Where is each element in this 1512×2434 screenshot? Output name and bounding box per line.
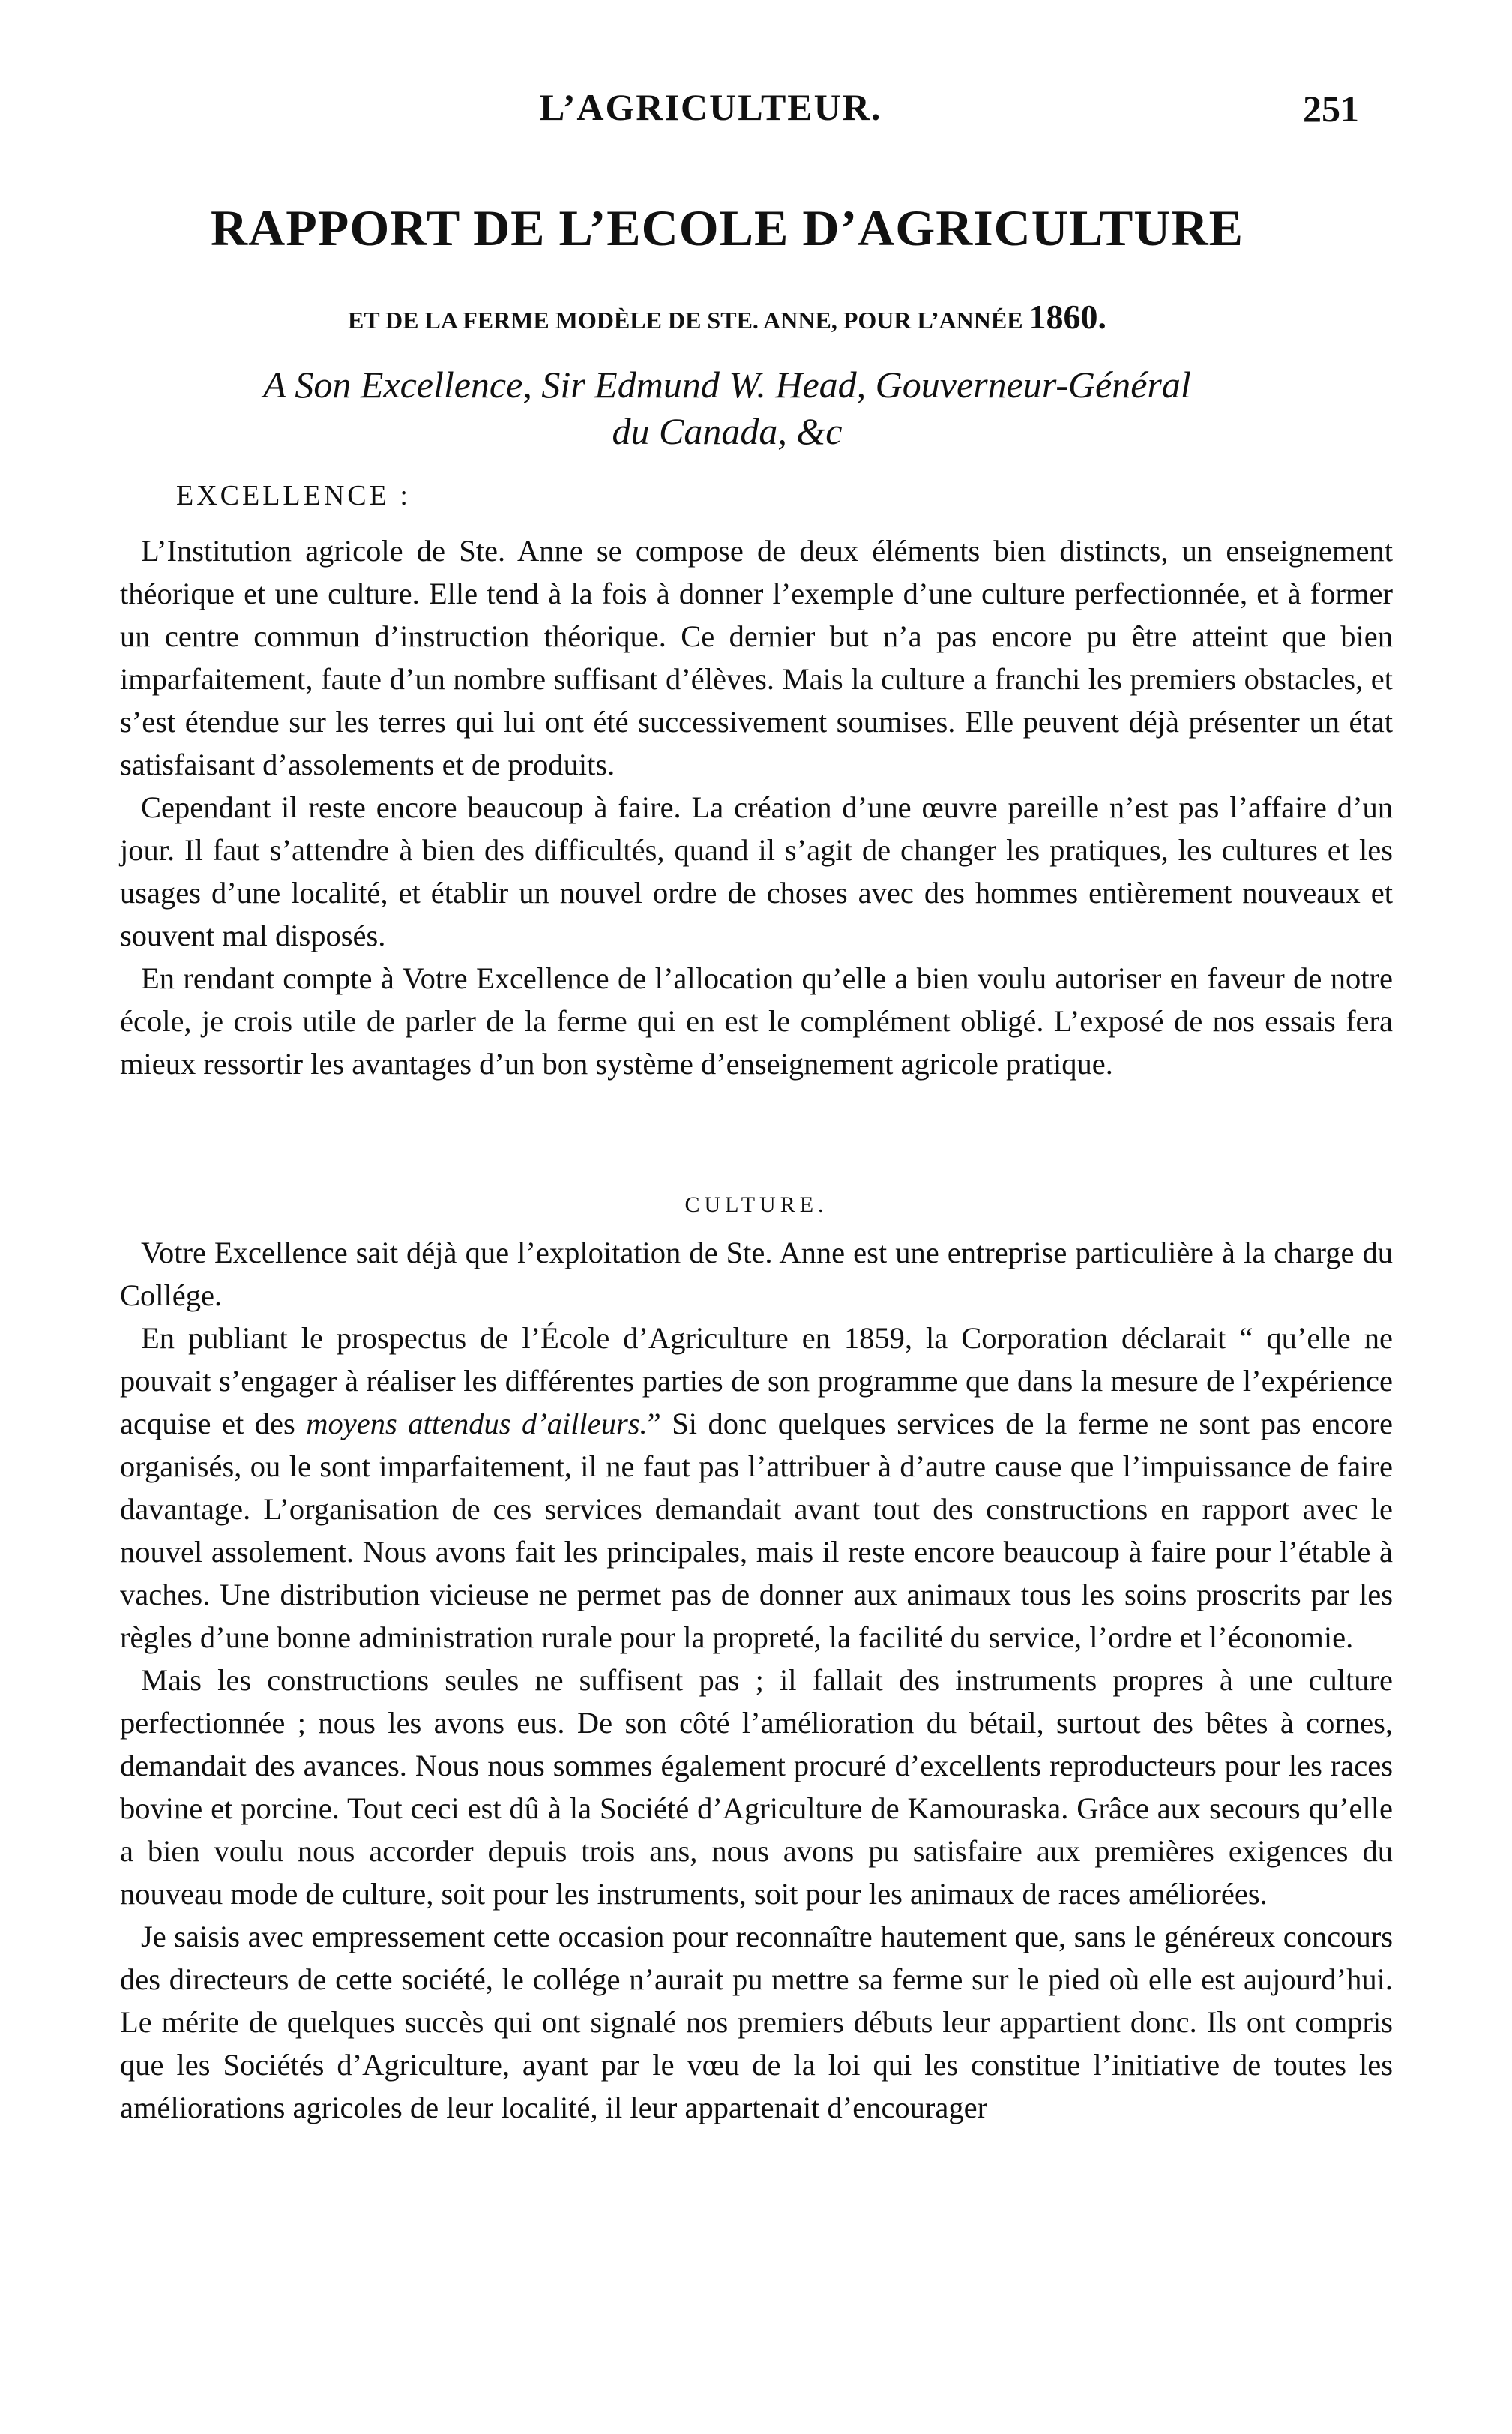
culture-paragraph-text: ” Si donc quelques services de la ferme ne sont pas encore organisés, ou le sont imparfaitement, il ne faut pas l’attribuer à d’autre cause que l’impuissance de faire davantage. L’organisation de ces services demandait avant tout des constructions en rapport avec le nouvel assolement. Nous avons fait les principales, mais il reste encore beaucoup à faire pour l’étable à vaches. Une distribution vicieuse ne permet pas de donner aux animaux tous les soins proscrits par les règles d’une bonne administration rurale pour la propreté, la facilité du service, l’ordre et l’économie. [120,1407,1394,1654]
intro-text [120,529,1393,1085]
culture-paragraph: Mais les constructions seules ne suffisent pas ; il fallait des instruments propres à une culture perfectionnée ; nous les avons eus. De son côté l’amélioration du bétail, surtout des bêtes à cornes, demandait des avances. Nous nous sommes également procuré d’excellents reproducteurs pour les races bovine et porcine. Tout ceci est dû à la Société d’Agriculture de Kamouraska. Grâce aux secours qu’elle a bien voulu nous accorder depuis trois ans, nous avons pu satisfaire aux premières exigences du nouveau mode de culture, soit pour les instruments, soit pour les animaux de races améliorées. [120,1663,1393,1911]
italic-emphasis: moyens attendus d’ailleurs. [306,1407,648,1440]
report-subtitle [142,300,1312,334]
culture-paragraph [120,1317,1393,1659]
culture-paragraph: Votre Excellence sait déjà que l’exploitation de Ste. Anne est une entreprise particulière à la charge du Collége. [120,1236,1393,1312]
culture-text [120,1231,1393,2129]
dedication-line-1: A Son Excellence, Sir Edmund W. Head, Gouverneur-Général [263,364,1191,406]
culture-paragraph: Je saisis avec empressement cette occasion pour reconnaître hautement que, sans le généreux concours des directeurs de cette société, le collége n’aurait pu mettre sa ferme sur le pied où elle est aujourd’hui. Le mérite de quelques succès qui ont signalé nos premiers débuts leur appartient donc. Ils ont compris que les Sociétés d’Agriculture, ayant par le vœu de la loi qui les constitue l’initiative de toutes les améliorations agricoles de leur localité, il leur appartenait d’encourager [120,1920,1393,2124]
section-heading-culture: CULTURE. [684,1192,828,1217]
intro-paragraph: Cependant il reste encore beaucoup à faire. La création d’une œuvre pareille n’est pas l’affaire d’un jour. Il faut s’attendre à bien des difficultés, quand il s’agit de changer les pratiques, les cultures et les usages d’une localité, et établir un nouvel ordre de choses avec des hommes entièrement nouveaux et souvent mal disposés. [120,790,1393,952]
running-head: L’AGRICULTEUR. [540,86,882,128]
salutation: EXCELLENCE : [176,480,411,511]
culture-paragraph-text: En publiant le prospectus de l’École d’Agriculture en 1859, la Corporation déclarait “ qu’elle ne pouvait s’engager à réaliser les différentes parties de son programme que dans la mesure de l’expérience acquise et des [120,1321,1393,1440]
intro-paragraph: En rendant compte à Votre Excellence de l’allocation qu’elle a bien voulu autoriser en faveur de notre école, je crois utile de parler de la ferme qui en est le complément obligé. L’exposé de nos essais fera mieux ressortir les avantages d’un bon système d’enseignement agricole pratique. [120,961,1393,1081]
subtitle-year: 1860. [1028,298,1107,336]
dedication-line-2: du Canada, &c [612,410,843,452]
page-number: 251 [1303,88,1359,130]
subtitle-text: ET DE LA FERME MODÈLE DE STE. ANNE, POUR L’ANNÉE [347,307,1023,334]
report-title: RAPPORT DE L’ECOLE D’AGRICULTURE [211,199,1244,256]
dedication [120,361,1334,454]
intro-paragraph: L’Institution agricole de Ste. Anne se compose de deux éléments bien distincts, un enseignement théorique et une culture. Elle tend à la fois à donner l’exemple d’une culture perfectionnée, et à former un centre commun d’instruction théorique. Ce dernier but n’a pas encore pu être atteint que bien imparfaitement, faute d’un nombre suffisant d’élèves. Mais la culture a franchi les premiers obstacles, et s’est étendue sur les terres qui lui ont été successivement soumises. Elle peuvent déjà présenter un état satisfaisant d’assolements et de produits. [120,534,1393,781]
